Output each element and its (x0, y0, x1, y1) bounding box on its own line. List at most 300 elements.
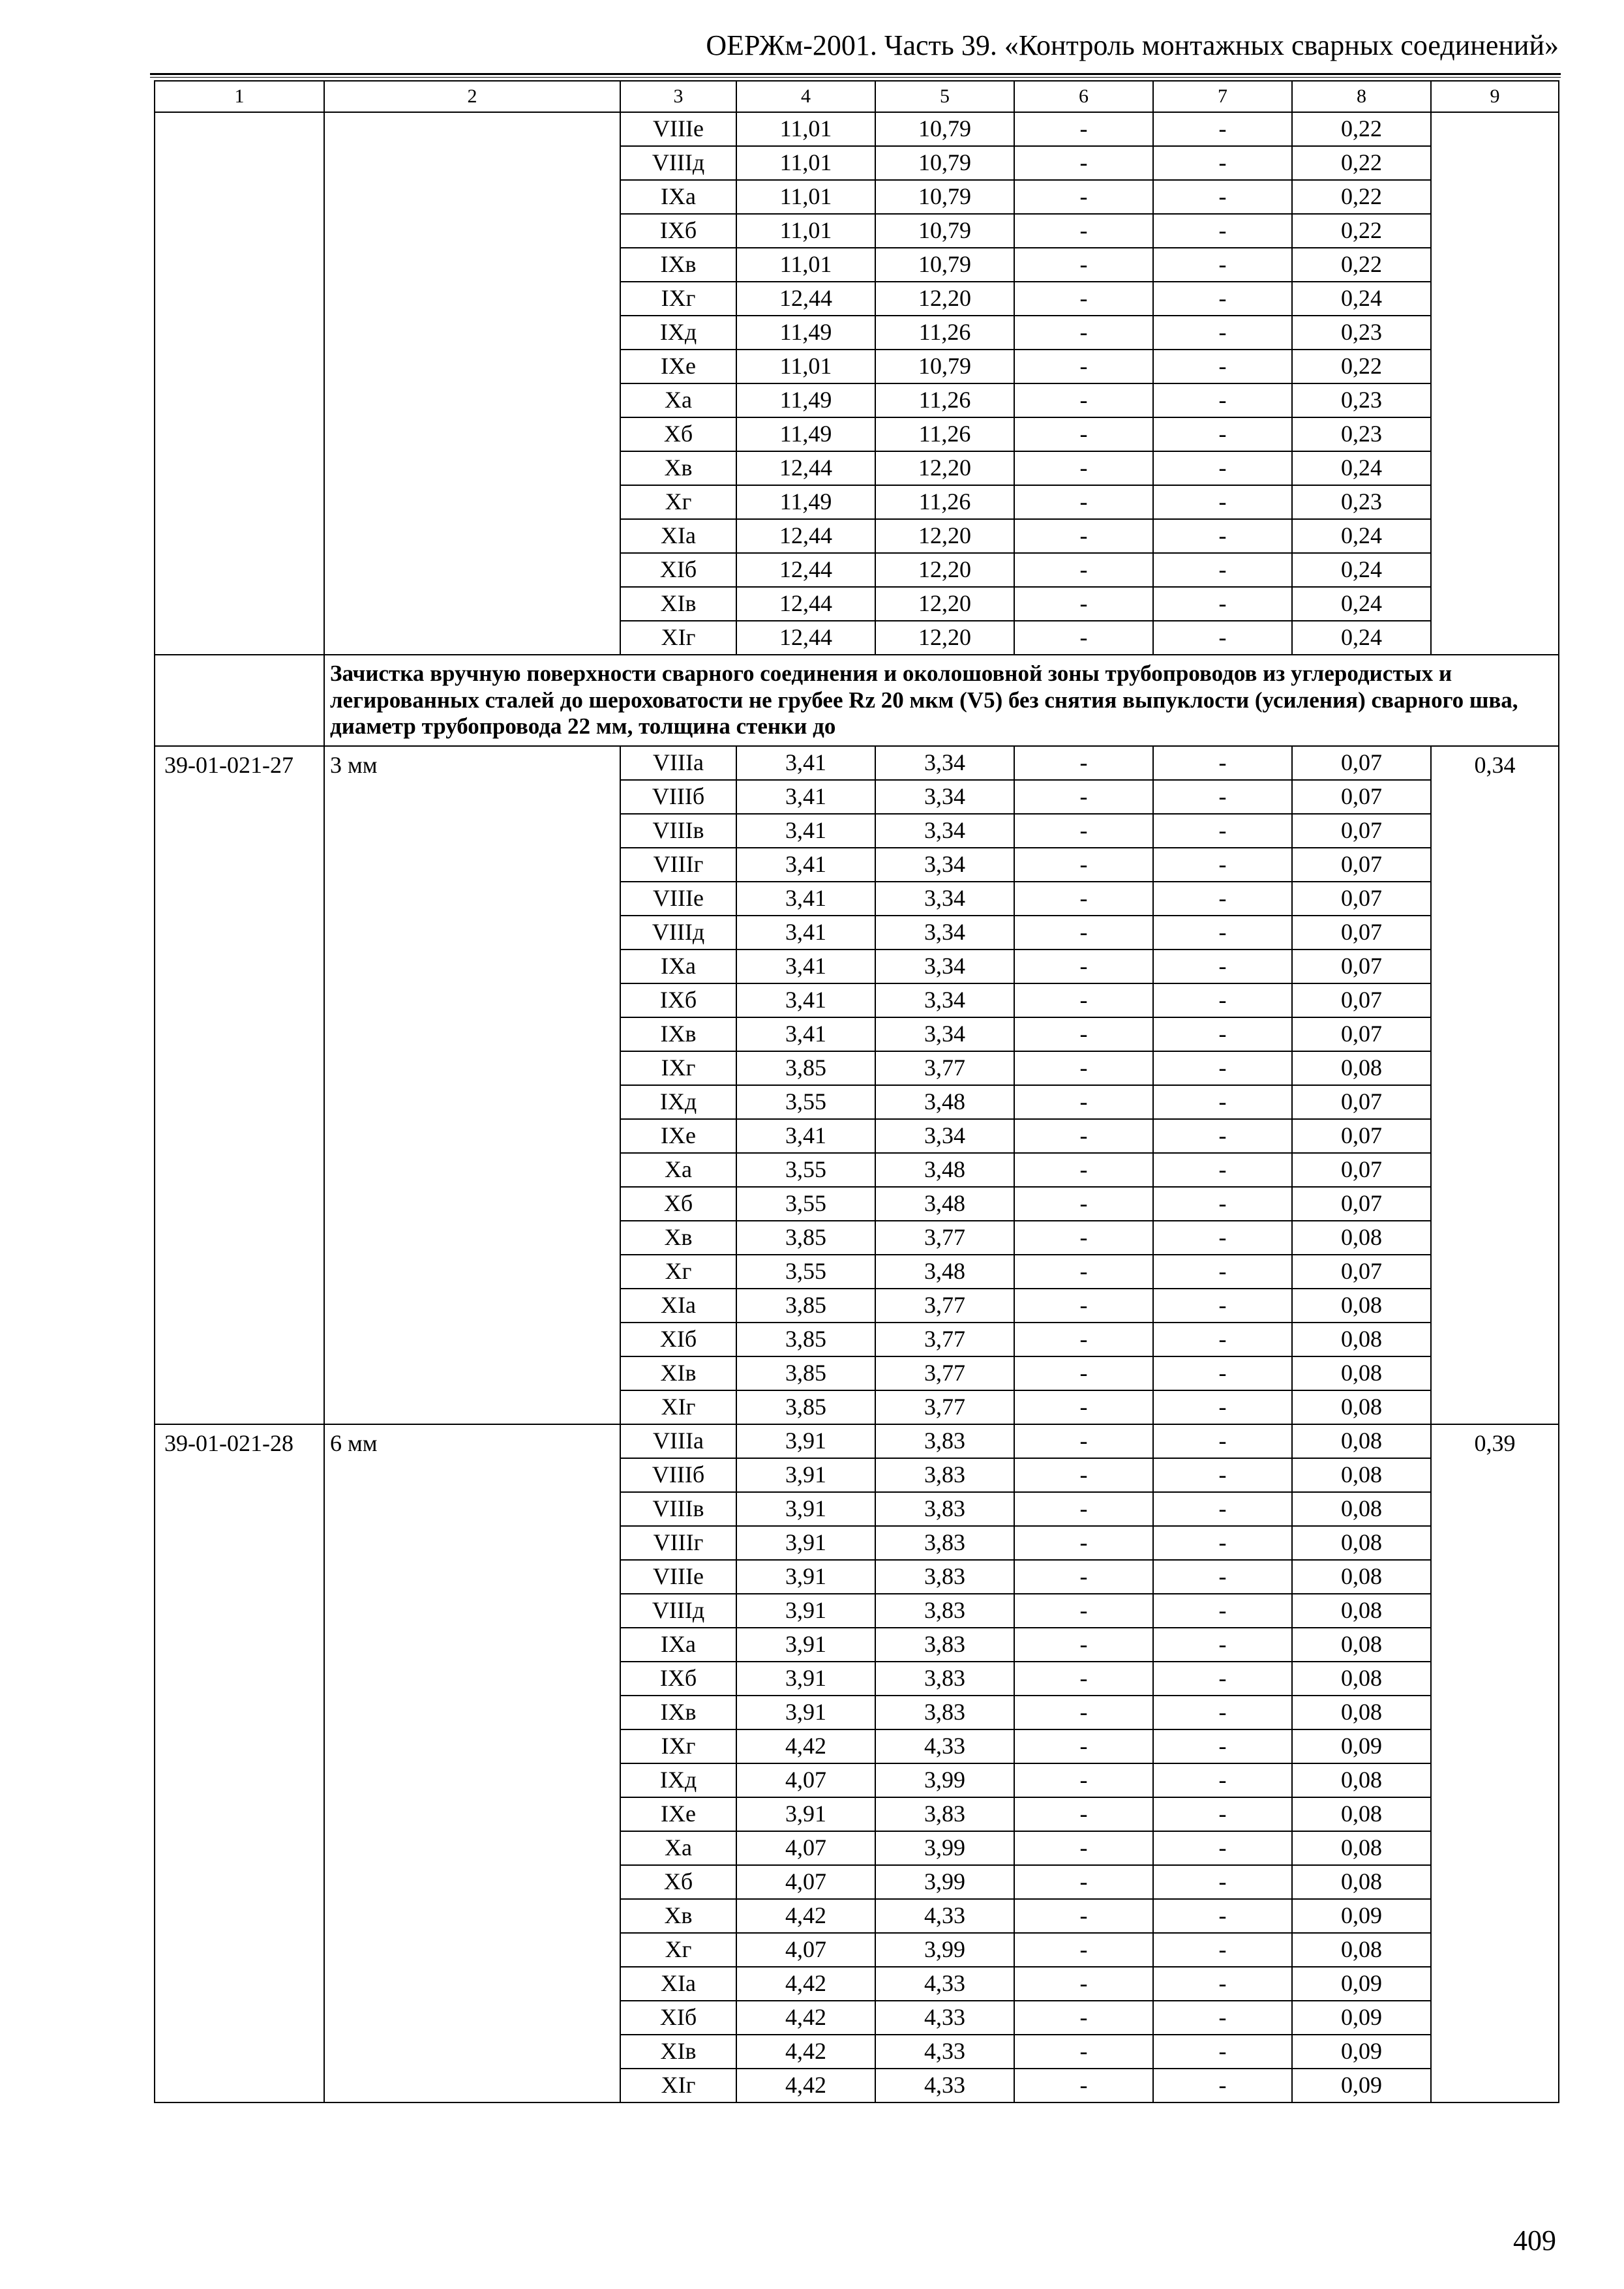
class-cell: IXг (620, 1051, 736, 1085)
class-cell: XIг (620, 1390, 736, 1424)
value-cell-4: 11,01 (736, 180, 875, 214)
value-cell-5: 3,34 (875, 814, 1014, 848)
class-cell: VIIIв (620, 1492, 736, 1526)
value-cell-6: - (1014, 1323, 1153, 1356)
value-cell-7: - (1153, 1119, 1292, 1153)
value-cell-7: - (1153, 1662, 1292, 1696)
value-cell-6: - (1014, 1831, 1153, 1865)
value-cell-6: - (1014, 1051, 1153, 1085)
value-cell-4: 12,44 (736, 621, 875, 655)
value-cell-5: 3,34 (875, 746, 1014, 780)
value-cell-6: - (1014, 2035, 1153, 2069)
class-cell: VIIIб (620, 780, 736, 814)
value-cell-7: - (1153, 1933, 1292, 1967)
value-cell-6: - (1014, 383, 1153, 417)
class-cell: Xа (620, 1831, 736, 1865)
value-cell-4: 3,91 (736, 1628, 875, 1662)
class-cell: Xв (620, 451, 736, 485)
table-row (155, 746, 1559, 780)
value-cell-5: 3,83 (875, 1560, 1014, 1594)
description-spacer (155, 655, 324, 746)
value-cell-7: - (1153, 1797, 1292, 1831)
value-cell-7: - (1153, 1492, 1292, 1526)
value-cell-4: 4,42 (736, 2001, 875, 2035)
value-cell-8: 0,09 (1292, 1967, 1431, 2001)
table-row (155, 112, 1559, 146)
value-cell-5: 3,83 (875, 1662, 1014, 1696)
value-cell-5: 3,77 (875, 1323, 1014, 1356)
value-cell-8: 0,08 (1292, 1763, 1431, 1797)
value-cell-7: - (1153, 1187, 1292, 1221)
class-cell: XIв (620, 2035, 736, 2069)
value-cell-7: - (1153, 1356, 1292, 1390)
value-cell-7: - (1153, 983, 1292, 1017)
value-cell-6: - (1014, 983, 1153, 1017)
table-body (155, 81, 1559, 2102)
value-cell-4: 3,91 (736, 1560, 875, 1594)
total-cell-empty (1431, 112, 1559, 655)
value-cell-8: 0,07 (1292, 950, 1431, 983)
value-cell-5: 3,34 (875, 983, 1014, 1017)
value-cell-4: 11,01 (736, 146, 875, 180)
column-number: 7 (1153, 81, 1292, 112)
value-cell-8: 0,22 (1292, 146, 1431, 180)
value-cell-5: 11,26 (875, 316, 1014, 350)
norms-table (154, 80, 1559, 2103)
value-cell-7: - (1153, 553, 1292, 587)
value-cell-8: 0,07 (1292, 882, 1431, 916)
class-cell: XIв (620, 587, 736, 621)
value-cell-8: 0,07 (1292, 983, 1431, 1017)
value-cell-6: - (1014, 1153, 1153, 1187)
value-cell-8: 0,08 (1292, 1526, 1431, 1560)
value-cell-7: - (1153, 1831, 1292, 1865)
value-cell-5: 3,83 (875, 1797, 1014, 1831)
value-cell-8: 0,08 (1292, 1831, 1431, 1865)
class-cell: Xа (620, 1153, 736, 1187)
value-cell-7: - (1153, 1153, 1292, 1187)
class-cell: IXе (620, 1119, 736, 1153)
class-cell: VIIIг (620, 848, 736, 882)
value-cell-7: - (1153, 780, 1292, 814)
value-cell-7: - (1153, 621, 1292, 655)
value-cell-4: 3,91 (736, 1424, 875, 1458)
value-cell-8: 0,07 (1292, 1255, 1431, 1289)
value-cell-6: - (1014, 1492, 1153, 1526)
value-cell-4: 11,49 (736, 417, 875, 451)
value-cell-6: - (1014, 282, 1153, 316)
value-cell-5: 3,48 (875, 1085, 1014, 1119)
value-cell-6: - (1014, 1696, 1153, 1729)
value-cell-4: 3,41 (736, 780, 875, 814)
value-cell-4: 4,42 (736, 1729, 875, 1763)
value-cell-8: 0,23 (1292, 417, 1431, 451)
value-cell-6: - (1014, 1628, 1153, 1662)
class-cell: VIIIа (620, 746, 736, 780)
value-cell-8: 0,08 (1292, 1390, 1431, 1424)
class-cell: XIа (620, 519, 736, 553)
value-cell-8: 0,07 (1292, 746, 1431, 780)
value-cell-4: 11,49 (736, 383, 875, 417)
value-cell-7: - (1153, 814, 1292, 848)
value-cell-4: 11,01 (736, 350, 875, 383)
value-cell-7: - (1153, 214, 1292, 248)
value-cell-4: 3,85 (736, 1289, 875, 1323)
value-cell-6: - (1014, 112, 1153, 146)
class-cell: Xв (620, 1221, 736, 1255)
value-cell-4: 4,07 (736, 1933, 875, 1967)
value-cell-8: 0,07 (1292, 1119, 1431, 1153)
value-cell-4: 4,42 (736, 2035, 875, 2069)
size-cell-empty (324, 112, 620, 655)
value-cell-8: 0,22 (1292, 214, 1431, 248)
class-cell: Xв (620, 1899, 736, 1933)
value-cell-6: - (1014, 214, 1153, 248)
value-cell-4: 3,85 (736, 1051, 875, 1085)
column-number: 9 (1431, 81, 1559, 112)
value-cell-4: 3,91 (736, 1797, 875, 1831)
class-cell: VIIIд (620, 146, 736, 180)
value-cell-6: - (1014, 1729, 1153, 1763)
class-cell: Xг (620, 485, 736, 519)
value-cell-7: - (1153, 1017, 1292, 1051)
value-cell-6: - (1014, 882, 1153, 916)
class-cell: VIIIг (620, 1526, 736, 1560)
value-cell-5: 10,79 (875, 180, 1014, 214)
value-cell-5: 12,20 (875, 451, 1014, 485)
class-cell: VIIIе (620, 112, 736, 146)
value-cell-4: 4,07 (736, 1763, 875, 1797)
value-cell-6: - (1014, 1458, 1153, 1492)
value-cell-6: - (1014, 1221, 1153, 1255)
value-cell-5: 3,83 (875, 1594, 1014, 1628)
value-cell-4: 11,49 (736, 485, 875, 519)
value-cell-5: 10,79 (875, 350, 1014, 383)
value-cell-5: 3,99 (875, 1763, 1014, 1797)
value-cell-6: - (1014, 2001, 1153, 2035)
value-cell-7: - (1153, 1628, 1292, 1662)
value-cell-8: 0,08 (1292, 1458, 1431, 1492)
value-cell-8: 0,08 (1292, 1662, 1431, 1696)
value-cell-4: 3,41 (736, 1119, 875, 1153)
class-cell: IXе (620, 350, 736, 383)
table-row (155, 1424, 1559, 1458)
column-number: 8 (1292, 81, 1431, 112)
value-cell-4: 4,07 (736, 1831, 875, 1865)
class-cell: IXд (620, 316, 736, 350)
value-cell-7: - (1153, 1763, 1292, 1797)
value-cell-8: 0,07 (1292, 1153, 1431, 1187)
total-value: 0,34 (1431, 746, 1559, 1424)
value-cell-7: - (1153, 882, 1292, 916)
value-cell-7: - (1153, 146, 1292, 180)
class-cell: VIIIв (620, 814, 736, 848)
value-cell-5: 12,20 (875, 519, 1014, 553)
value-cell-6: - (1014, 1085, 1153, 1119)
value-cell-7: - (1153, 1424, 1292, 1458)
value-cell-8: 0,08 (1292, 1289, 1431, 1323)
value-cell-6: - (1014, 1356, 1153, 1390)
value-cell-5: 3,83 (875, 1492, 1014, 1526)
value-cell-6: - (1014, 180, 1153, 214)
value-cell-6: - (1014, 950, 1153, 983)
value-cell-8: 0,07 (1292, 1187, 1431, 1221)
value-cell-8: 0,09 (1292, 1899, 1431, 1933)
value-cell-7: - (1153, 316, 1292, 350)
value-cell-8: 0,22 (1292, 112, 1431, 146)
value-cell-6: - (1014, 916, 1153, 950)
value-cell-4: 12,44 (736, 451, 875, 485)
value-cell-5: 3,83 (875, 1696, 1014, 1729)
value-cell-5: 4,33 (875, 1967, 1014, 2001)
value-cell-8: 0,07 (1292, 848, 1431, 882)
value-cell-7: - (1153, 1729, 1292, 1763)
value-cell-8: 0,24 (1292, 282, 1431, 316)
value-cell-7: - (1153, 2001, 1292, 2035)
value-cell-6: - (1014, 1865, 1153, 1899)
value-cell-4: 3,41 (736, 746, 875, 780)
value-cell-5: 3,48 (875, 1255, 1014, 1289)
code-cell-empty (155, 112, 324, 655)
value-cell-5: 12,20 (875, 553, 1014, 587)
value-cell-5: 3,34 (875, 950, 1014, 983)
value-cell-5: 3,99 (875, 1933, 1014, 1967)
value-cell-7: - (1153, 180, 1292, 214)
value-cell-7: - (1153, 519, 1292, 553)
value-cell-8: 0,08 (1292, 1221, 1431, 1255)
value-cell-5: 3,77 (875, 1221, 1014, 1255)
value-cell-4: 3,91 (736, 1696, 875, 1729)
class-cell: IXе (620, 1797, 736, 1831)
value-cell-8: 0,23 (1292, 383, 1431, 417)
value-cell-8: 0,08 (1292, 1594, 1431, 1628)
value-cell-7: - (1153, 1221, 1292, 1255)
value-cell-8: 0,23 (1292, 485, 1431, 519)
value-cell-5: 3,77 (875, 1051, 1014, 1085)
value-cell-6: - (1014, 1187, 1153, 1221)
value-cell-5: 4,33 (875, 2069, 1014, 2102)
value-cell-5: 12,20 (875, 621, 1014, 655)
value-cell-4: 3,41 (736, 950, 875, 983)
value-cell-7: - (1153, 1865, 1292, 1899)
value-cell-7: - (1153, 1696, 1292, 1729)
value-cell-4: 3,41 (736, 1017, 875, 1051)
value-cell-5: 3,83 (875, 1628, 1014, 1662)
page-number: 409 (1513, 2224, 1556, 2256)
value-cell-6: - (1014, 1560, 1153, 1594)
class-cell: IXв (620, 1696, 736, 1729)
value-cell-8: 0,24 (1292, 451, 1431, 485)
value-cell-5: 3,83 (875, 1526, 1014, 1560)
class-cell: XIг (620, 621, 736, 655)
value-cell-7: - (1153, 1560, 1292, 1594)
value-cell-6: - (1014, 350, 1153, 383)
value-cell-8: 0,09 (1292, 2001, 1431, 2035)
value-cell-6: - (1014, 1899, 1153, 1933)
value-cell-6: - (1014, 553, 1153, 587)
value-cell-8: 0,23 (1292, 316, 1431, 350)
value-cell-4: 3,91 (736, 1492, 875, 1526)
value-cell-4: 3,91 (736, 1526, 875, 1560)
value-cell-4: 3,41 (736, 848, 875, 882)
value-cell-4: 3,41 (736, 983, 875, 1017)
value-cell-5: 3,77 (875, 1356, 1014, 1390)
value-cell-5: 11,26 (875, 383, 1014, 417)
value-cell-5: 3,83 (875, 1424, 1014, 1458)
value-cell-5: 4,33 (875, 2035, 1014, 2069)
value-cell-6: - (1014, 1967, 1153, 2001)
total-value: 0,39 (1431, 1424, 1559, 2102)
value-cell-4: 3,91 (736, 1594, 875, 1628)
value-cell-4: 11,01 (736, 248, 875, 282)
value-cell-6: - (1014, 2069, 1153, 2102)
wall-thickness: 6 мм (324, 1424, 620, 2102)
value-cell-4: 4,42 (736, 1967, 875, 2001)
value-cell-7: - (1153, 1323, 1292, 1356)
value-cell-6: - (1014, 1763, 1153, 1797)
value-cell-4: 3,85 (736, 1356, 875, 1390)
value-cell-5: 3,77 (875, 1390, 1014, 1424)
value-cell-5: 3,48 (875, 1153, 1014, 1187)
value-cell-8: 0,08 (1292, 1865, 1431, 1899)
value-cell-8: 0,22 (1292, 248, 1431, 282)
value-cell-7: - (1153, 746, 1292, 780)
class-cell: XIб (620, 553, 736, 587)
class-cell: XIа (620, 1289, 736, 1323)
value-cell-8: 0,07 (1292, 780, 1431, 814)
value-cell-5: 3,34 (875, 1119, 1014, 1153)
class-cell: IXг (620, 282, 736, 316)
value-cell-7: - (1153, 2035, 1292, 2069)
column-number: 1 (155, 81, 324, 112)
description-row (155, 655, 1559, 746)
value-cell-7: - (1153, 350, 1292, 383)
class-cell: XIг (620, 2069, 736, 2102)
class-cell: Xг (620, 1933, 736, 1967)
value-cell-4: 4,42 (736, 1899, 875, 1933)
class-cell: IXб (620, 1662, 736, 1696)
value-cell-7: - (1153, 1899, 1292, 1933)
value-cell-4: 3,91 (736, 1662, 875, 1696)
value-cell-8: 0,08 (1292, 1560, 1431, 1594)
value-cell-7: - (1153, 383, 1292, 417)
value-cell-7: - (1153, 1458, 1292, 1492)
value-cell-7: - (1153, 2069, 1292, 2102)
value-cell-5: 3,48 (875, 1187, 1014, 1221)
value-cell-6: - (1014, 780, 1153, 814)
value-cell-8: 0,24 (1292, 519, 1431, 553)
value-cell-8: 0,09 (1292, 1729, 1431, 1763)
class-cell: IXв (620, 248, 736, 282)
value-cell-8: 0,24 (1292, 553, 1431, 587)
value-cell-4: 3,55 (736, 1153, 875, 1187)
value-cell-5: 10,79 (875, 112, 1014, 146)
value-cell-4: 3,91 (736, 1458, 875, 1492)
value-cell-8: 0,08 (1292, 1696, 1431, 1729)
value-cell-6: - (1014, 621, 1153, 655)
value-cell-5: 11,26 (875, 417, 1014, 451)
value-cell-5: 4,33 (875, 1729, 1014, 1763)
value-cell-4: 12,44 (736, 282, 875, 316)
header-rule-thin (150, 77, 1561, 78)
value-cell-8: 0,08 (1292, 1797, 1431, 1831)
value-cell-5: 3,34 (875, 780, 1014, 814)
value-cell-7: - (1153, 848, 1292, 882)
value-cell-4: 3,55 (736, 1085, 875, 1119)
column-number: 6 (1014, 81, 1153, 112)
norm-code: 39-01-021-28 (155, 1424, 324, 2102)
value-cell-6: - (1014, 1662, 1153, 1696)
value-cell-7: - (1153, 417, 1292, 451)
value-cell-6: - (1014, 1933, 1153, 1967)
wall-thickness: 3 мм (324, 746, 620, 1424)
class-cell: XIа (620, 1967, 736, 2001)
class-cell: IXд (620, 1085, 736, 1119)
value-cell-8: 0,08 (1292, 1323, 1431, 1356)
value-cell-6: - (1014, 848, 1153, 882)
value-cell-8: 0,07 (1292, 1085, 1431, 1119)
column-number: 4 (736, 81, 875, 112)
value-cell-7: - (1153, 587, 1292, 621)
value-cell-6: - (1014, 1289, 1153, 1323)
value-cell-7: - (1153, 1085, 1292, 1119)
class-cell: XIв (620, 1356, 736, 1390)
value-cell-8: 0,07 (1292, 916, 1431, 950)
header-rule-thick (150, 73, 1561, 75)
value-cell-5: 12,20 (875, 587, 1014, 621)
class-cell: Xг (620, 1255, 736, 1289)
class-cell: IXв (620, 1017, 736, 1051)
value-cell-6: - (1014, 1255, 1153, 1289)
column-number: 3 (620, 81, 736, 112)
class-cell: XIб (620, 2001, 736, 2035)
value-cell-7: - (1153, 1255, 1292, 1289)
class-cell: VIIIб (620, 1458, 736, 1492)
class-cell: VIIIе (620, 882, 736, 916)
column-number: 2 (324, 81, 620, 112)
column-number: 5 (875, 81, 1014, 112)
norm-code: 39-01-021-27 (155, 746, 324, 1424)
value-cell-5: 3,34 (875, 848, 1014, 882)
value-cell-7: - (1153, 282, 1292, 316)
value-cell-4: 3,55 (736, 1187, 875, 1221)
value-cell-8: 0,09 (1292, 2035, 1431, 2069)
class-cell: Xб (620, 1865, 736, 1899)
value-cell-5: 3,99 (875, 1865, 1014, 1899)
value-cell-5: 11,26 (875, 485, 1014, 519)
class-cell: IXб (620, 983, 736, 1017)
value-cell-5: 3,34 (875, 916, 1014, 950)
value-cell-4: 4,07 (736, 1865, 875, 1899)
value-cell-7: - (1153, 248, 1292, 282)
class-cell: IXа (620, 180, 736, 214)
value-cell-5: 3,83 (875, 1458, 1014, 1492)
value-cell-8: 0,22 (1292, 350, 1431, 383)
value-cell-7: - (1153, 1594, 1292, 1628)
value-cell-7: - (1153, 485, 1292, 519)
value-cell-6: - (1014, 248, 1153, 282)
value-cell-4: 12,44 (736, 519, 875, 553)
value-cell-5: 12,20 (875, 282, 1014, 316)
value-cell-8: 0,24 (1292, 621, 1431, 655)
value-cell-4: 3,85 (736, 1390, 875, 1424)
class-cell: Xб (620, 1187, 736, 1221)
value-cell-7: - (1153, 1051, 1292, 1085)
value-cell-6: - (1014, 1797, 1153, 1831)
class-cell: IXг (620, 1729, 736, 1763)
value-cell-8: 0,08 (1292, 1424, 1431, 1458)
section-description: Зачистка вручную поверхности сварного соединения и околошовной зоны трубопроводов из углеродистых и легированных сталей до шероховатости не грубее Rz 20 мкм (V5) без снятия выпуклости (усиления) сварного шва, диаметр трубопровода 22 мм, толщина стенки до (324, 655, 1559, 746)
